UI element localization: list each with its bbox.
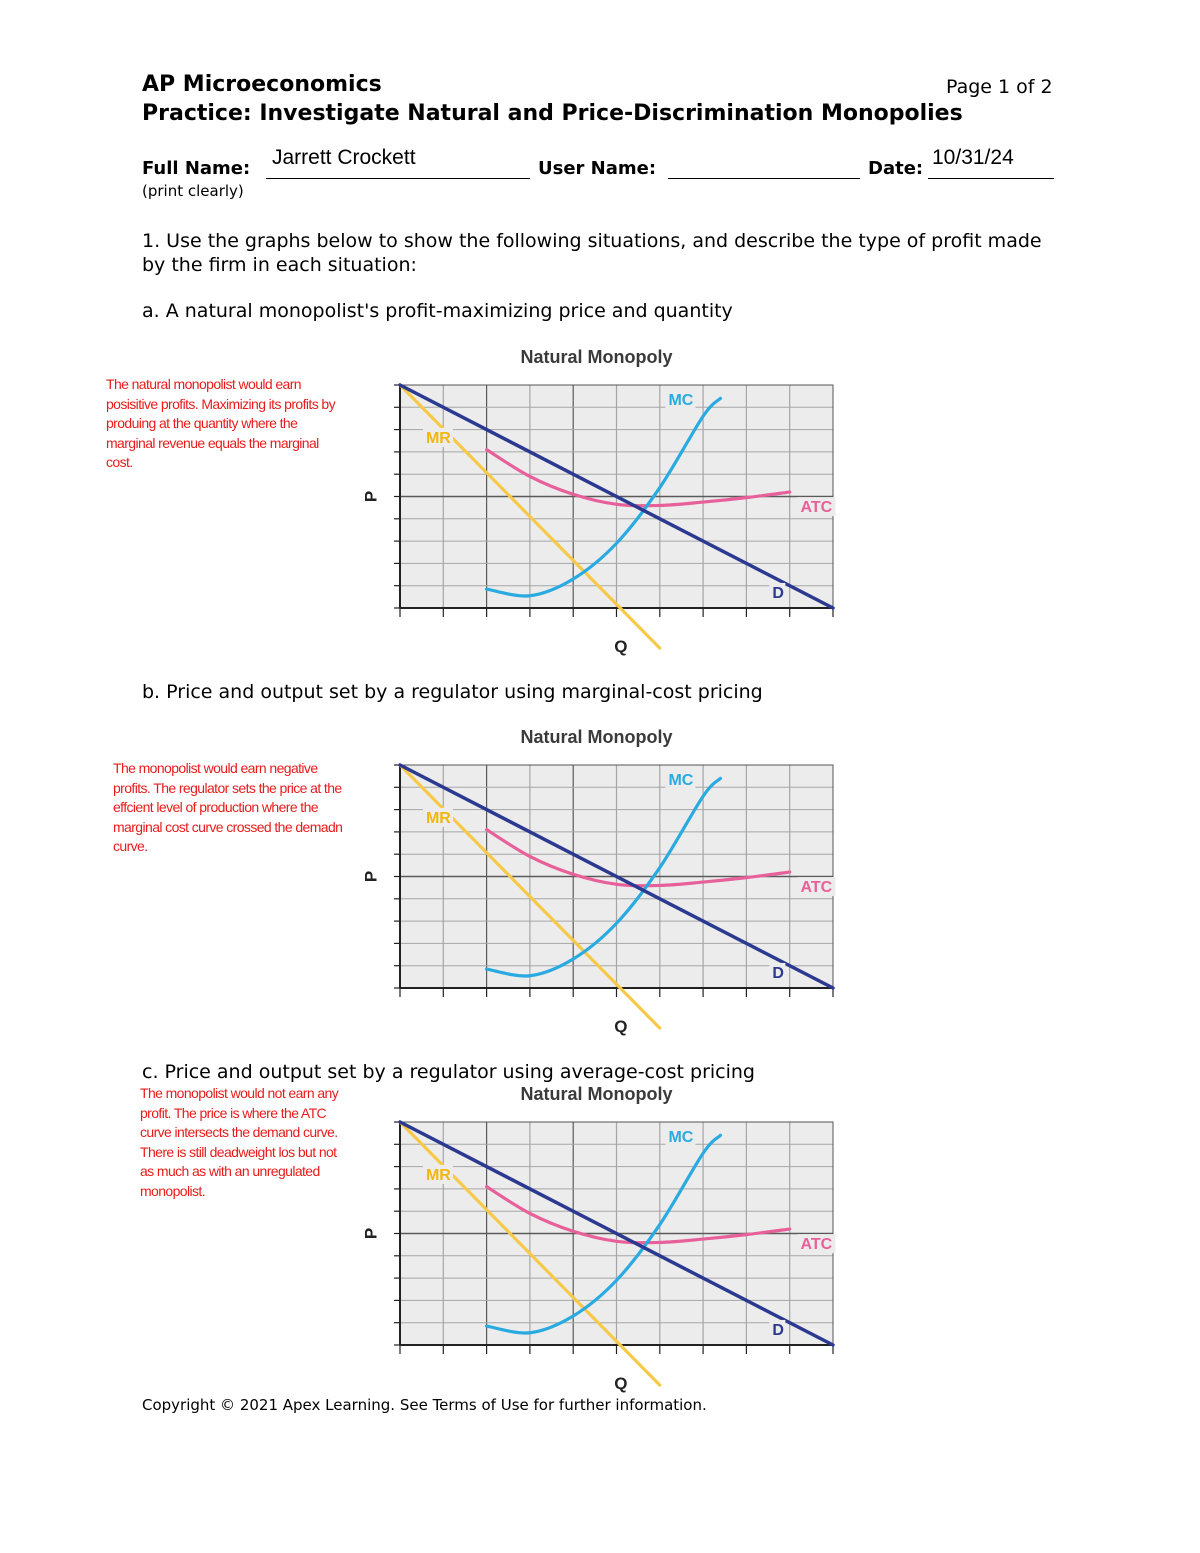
worksheet-title: Practice: Investigate Natural and Price-Discrimination Monopolies	[142, 101, 963, 126]
question-b: b. Price and output set by a regulator using marginal-cost pricing	[142, 681, 763, 703]
page-number: Page 1 of 2	[946, 76, 1053, 98]
y-axis-label: P	[361, 490, 381, 503]
x-axis-label: Q	[614, 1374, 628, 1393]
series-atc-label: ATC	[800, 879, 833, 897]
series-mr-label: MR	[425, 809, 451, 827]
print-clearly-note: (print clearly)	[142, 182, 244, 200]
series-d-label: D	[772, 964, 784, 982]
answer-b: The monopolist would earn negative profits. The regulator sets the price at the effcient level of production where the marginal cost curve crossed the demadn curve.	[113, 760, 343, 854]
user-name-label: User Name:	[538, 158, 657, 179]
course-title: AP Microeconomics	[142, 72, 382, 97]
question-1: 1. Use the graphs below to show the following situations, and describe the type of profit made by the firm in each situation:	[142, 230, 1042, 276]
full-name-label: Full Name:	[142, 158, 251, 179]
series-atc-label: ATC	[800, 499, 833, 517]
chart-title: Natural Monopoly	[520, 727, 673, 747]
x-axis-label: Q	[614, 637, 628, 656]
x-axis-label: Q	[614, 1017, 628, 1036]
series-d-label: D	[772, 584, 784, 602]
series-mr-label: MR	[425, 429, 451, 447]
question-a: a. A natural monopolist's profit-maximizing price and quantity	[142, 300, 733, 322]
full-name-value: Jarrett Crockett	[272, 146, 416, 169]
series-d-label: D	[772, 1321, 784, 1339]
chart-title: Natural Monopoly	[520, 1084, 673, 1104]
y-axis-label: P	[361, 1227, 381, 1240]
answer-c: The monopolist would not earn any profit. The price is where the ATC curve intersects the demand curve. There is still deadweight los but not as much as with an unregulated monopolist.	[140, 1085, 339, 1199]
chart-title: Natural Monopoly	[520, 347, 673, 367]
natural-monopoly-chart-b	[350, 720, 870, 1040]
series-mc-label: MC	[668, 1129, 694, 1147]
y-axis-label: P	[361, 870, 381, 883]
natural-monopoly-chart-c	[350, 1077, 870, 1397]
series-mc-label: MC	[668, 392, 694, 410]
user-name-field[interactable]	[668, 154, 860, 179]
series-atc-label: ATC	[800, 1236, 833, 1254]
question-c: c. Price and output set by a regulator using average-cost pricing	[142, 1061, 755, 1083]
series-mr-label: MR	[425, 1166, 451, 1184]
date-value: 10/31/24	[932, 146, 1014, 169]
natural-monopoly-chart-a	[350, 340, 870, 660]
date-label: Date:	[868, 158, 924, 179]
answer-a: The natural monopolist would earn posisitive profits. Maximizing its profits by produing at the quantity where the marginal revenue equals the marginal cost.	[106, 376, 335, 470]
copyright-notice: Copyright © 2021 Apex Learning. See Terms of Use for further information.	[142, 1396, 707, 1414]
series-mc-label: MC	[668, 772, 694, 790]
